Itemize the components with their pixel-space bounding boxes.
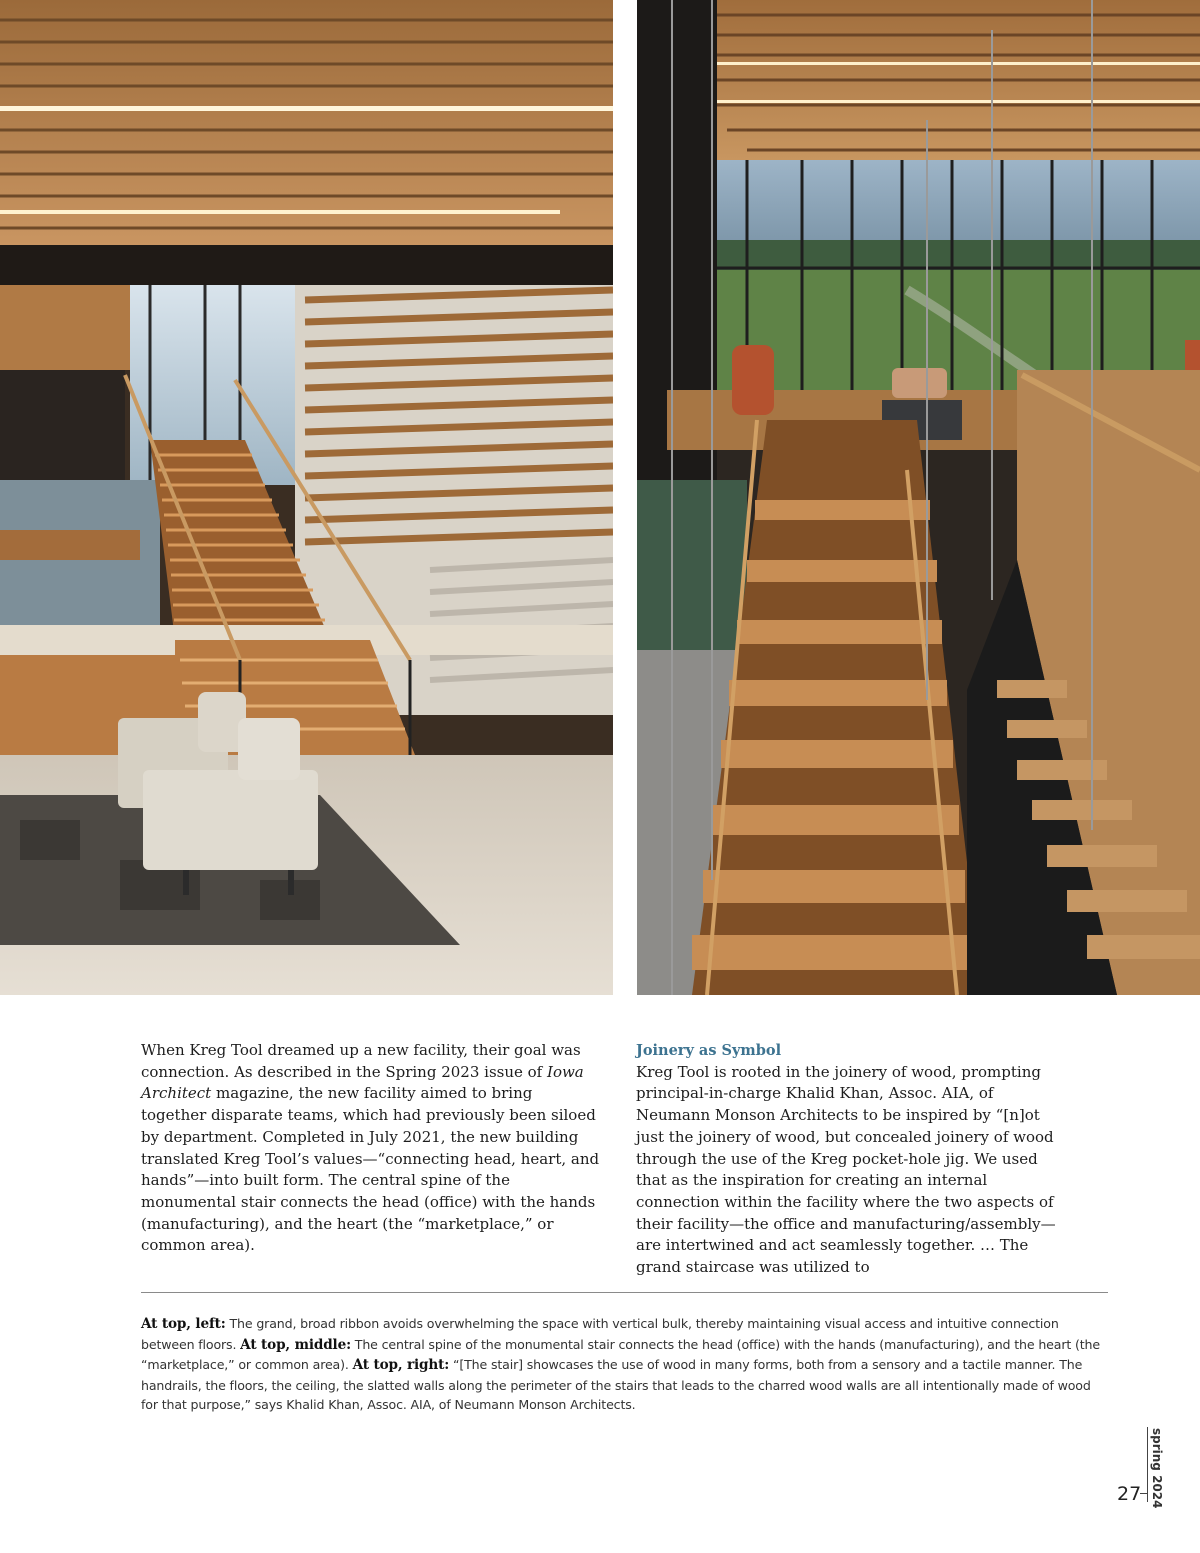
caption-divider xyxy=(141,1292,1108,1293)
caption-label-top-left: At top, left: xyxy=(141,1316,226,1332)
spine-stair-illustration xyxy=(637,0,1200,995)
caption-text-top-middle: The central spine of the monumental stair connects the head (office) with the hands (manufacturing), and the heart (the “marketplace,” or common area). xyxy=(141,1336,1100,1373)
lobby-stair-illustration xyxy=(0,0,613,995)
body-column-right xyxy=(636,1040,1066,1279)
photo-lobby-stair xyxy=(0,0,613,995)
joinery-paragraph: Kreg Tool is rooted in the joinery of wood, prompting principal-in-charge Khalid Khan, Assoc. AIA, of Neumann Monson Architects to be inspired by “[n]ot just the joinery of wood, but concealed joinery of wood through the use of the Kreg pocket-hole jig. We used that as the inspiration for creating an internal connection within the facility where the two aspects of their facility—the office and manufacturing/assembly—are intertwined and act seamlessly together. … The grand staircase was utilized to xyxy=(636,1062,1056,1277)
caption-label-top-middle: At top, middle: xyxy=(240,1336,351,1353)
intro-text-2: magazine, the new facility aimed to bring together disparate teams, which had previously been siloed by department. Completed in July 2021, the new building translated Kreg Tool’s values—“connecting head, heart, and hands”—into built form. The central spine of the monumental stair connects the head (office) with the hands (manufacturing), and the heart (the “marketplace,” or common area). xyxy=(141,1084,600,1255)
magazine-title: Iowa Architect xyxy=(141,1062,584,1103)
section-subhead: Joinery as Symbol xyxy=(636,1042,782,1059)
folio-rule xyxy=(1147,1427,1148,1502)
intro-paragraph xyxy=(141,1040,601,1257)
body-column-left xyxy=(141,1040,601,1257)
page-number: 27 xyxy=(1117,1483,1142,1505)
caption-text-top-left: The grand, broad ribbon avoids overwhelming the space with vertical bulk, thereby maintaining visual access and intuitive connection between floors. xyxy=(141,1316,1059,1352)
caption-label-top-right: At top, right: xyxy=(352,1357,450,1374)
photo-central-spine-stair xyxy=(637,0,1200,995)
intro-text-1: When Kreg Tool dreamed up a new facility, their goal was connection. As described in the Spring 2023 issue of xyxy=(141,1041,581,1081)
issue-label: spring 2024 xyxy=(1150,1428,1164,1509)
photo-caption xyxy=(141,1314,1108,1415)
folio-tick xyxy=(1140,1493,1148,1494)
caption-text-top-right: “[The stair] showcases the use of wood in many forms, both from a sensory and a tactile manner. The handrails, the floors, the ceiling, the slatted walls along the perimeter of the stairs that leads to the charred wood walls are all intentionally made of wood for that purpose,” says Khalid Khan, Assoc. AIA, of Neumann Monson Architects. xyxy=(141,1357,1091,1413)
